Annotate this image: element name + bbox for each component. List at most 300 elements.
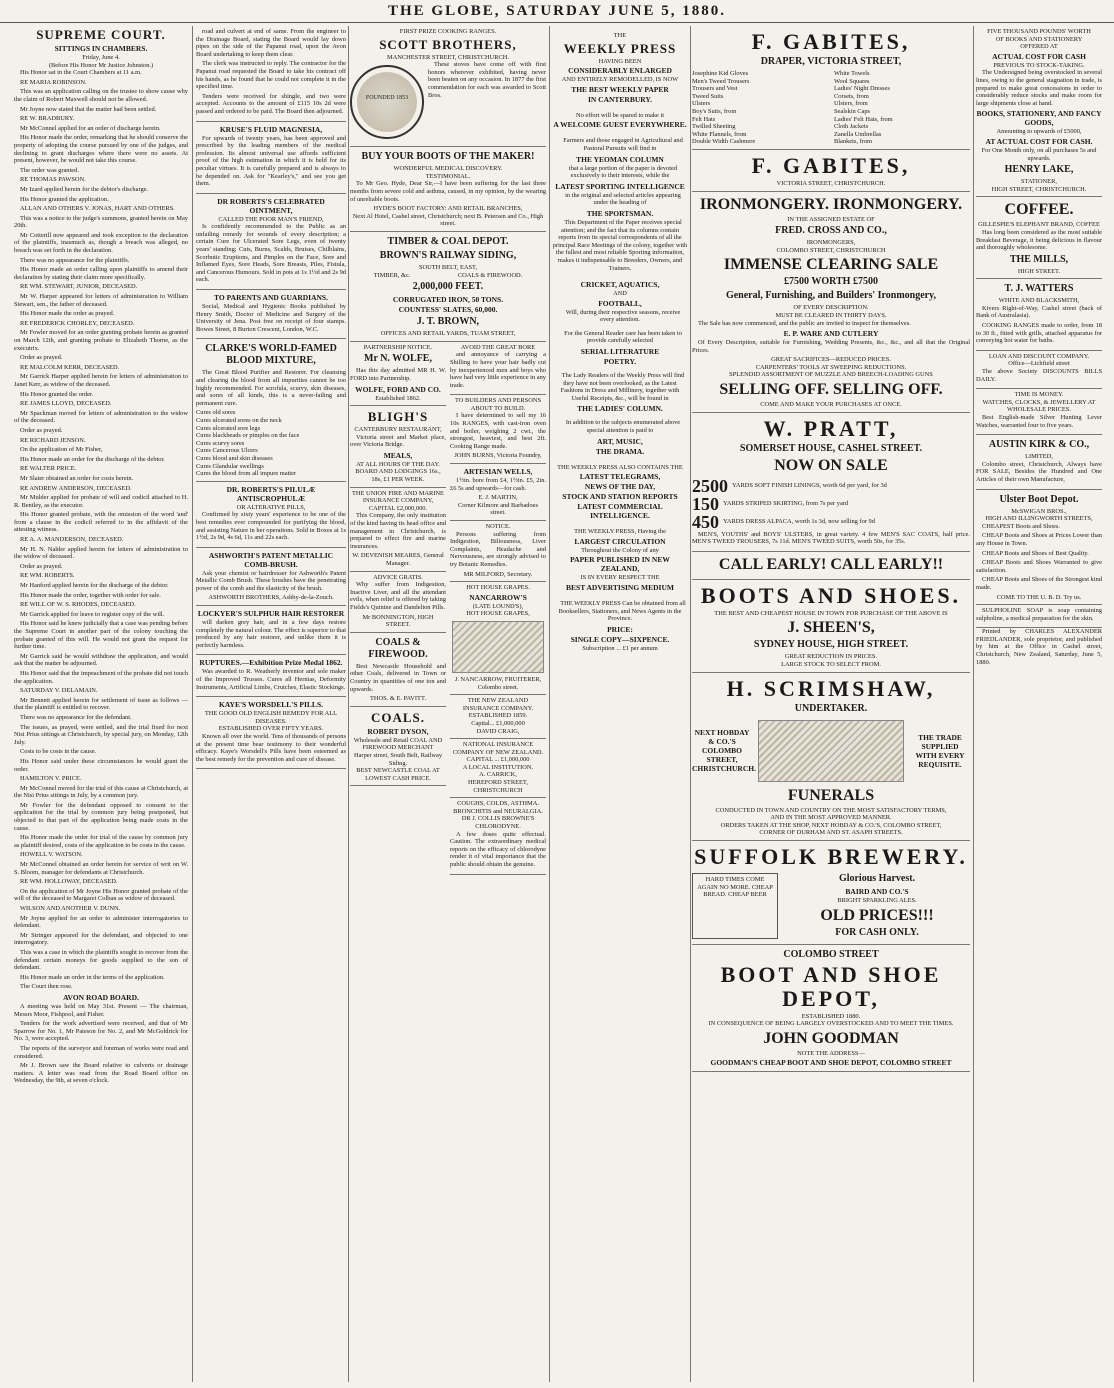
coffee-title: COFFEE. xyxy=(1004,201,1074,219)
court-paragraph: RE RICHARD JENSON. xyxy=(20,436,86,444)
mcswigan: McSWIGAN BROS., xyxy=(1011,507,1067,515)
kruse-title: KRUSE'S FLUID MAGNESIA, xyxy=(219,124,323,134)
court-paragraph: Mr McConnel moved for the trial of this cause at Christchurch, at the Nisi Prius sittings in July, by a common jury. xyxy=(14,784,188,800)
road-board-paragraph: Tenders for the work advertised were received, and that of Mr Sparrow for No. 1, Mr Pateson for No. 2, and Mr McGoldrick for No. 3, were accepted. xyxy=(14,1020,188,1043)
pratt-item xyxy=(692,477,970,495)
court-paragraph: His Honor made an order calling upon plaintiffs to amend their declaration by stating their claim more specifically. xyxy=(14,266,188,281)
kruse-ad xyxy=(196,122,346,194)
pratt-item-text: YARDS SOFT FINISH LININGS, worth 6d per yard, for 3d xyxy=(732,481,887,489)
gillespie: GILLESPIE'S ELEPHANT BRAND, COFFEE xyxy=(978,221,1100,229)
bligh-title: BLIGH'S xyxy=(367,409,429,425)
coals-ad xyxy=(350,633,446,707)
wp-contains: THE WEEKLY PRESS ALSO CONTAINS THE xyxy=(557,463,683,471)
column-merchants xyxy=(692,26,970,1382)
bligh-body: Victoria street and Market place, over Victoria Bridge. xyxy=(350,433,446,449)
splendid-guns: SPLENDID ASSORTMENT OF MUZZLE AND BREECH-LOADING GUNS xyxy=(729,371,933,379)
clearing-every: OF EVERY DESCRIPTION. xyxy=(793,304,869,312)
wolfe-name: Mr N. WOLFE, xyxy=(364,353,432,365)
coals2-title: COALS. xyxy=(370,709,426,725)
national-cap: CAPITAL ... £1,000,000 xyxy=(466,756,530,764)
gabites-item: Josephine Kid Gloves xyxy=(692,70,749,77)
suffolk-title: SUFFOLK BREWERY. xyxy=(694,844,968,869)
loan-title: LOAN AND DISCOUNT COMPANY. xyxy=(988,352,1090,360)
pratt-sub: SOMERSET HOUSE, CASHEL STREET. xyxy=(739,442,923,454)
clearing-sale: IMMENSE CLEARING SALE xyxy=(723,256,939,274)
dyne-body: A few doses quite effectual. Caution. The extraordinary medical reports on the efficacy of chlorodyne render it of vital importance that the public should obtain the genuine. xyxy=(450,830,546,868)
timber-title: TIMBER & COAL DEPOT. xyxy=(387,235,509,247)
court-before: (Before His Honor Mr Justice Johnston.) xyxy=(48,61,154,69)
wp-and: AND xyxy=(613,290,627,298)
tools: CARPENTERS' TOOLS AT SWEEPING REDUCTIONS. xyxy=(755,363,907,371)
gabites-title: F. GABITES, xyxy=(751,29,911,54)
road-board-paragraph: road and culvert at end of same. From the engineer to the Drainage Board, stating the Board would lay down pipes on the side of the Papanui road, upon the Avon Board undertaking to keep them clear. xyxy=(196,28,346,58)
nancarrow: NANCARROW'S xyxy=(469,592,527,602)
gabites-item: Felt Hats xyxy=(692,115,716,123)
lockyer-ad xyxy=(196,606,346,655)
sale-body: The Sale has now commenced, and the public are invited to inspect for themselves. xyxy=(698,319,911,327)
court-paragraph: Mr Spackman moved for letters of administration to the widow of the deceased. xyxy=(14,409,188,425)
road-board-title: AVON ROAD BOARD. xyxy=(63,992,139,1002)
ointment-body: Is confidently recommended to the Public as an unfailing remedy for wounds of every description; a certain Cure for Ulcerated Sore Legs, even of twenty years' standing; Cuts, Burns, Scalds, Bruises, Chilblains, Scorbutic Eruptions, and Pimples on the Face, Sore and Inflamed Eyes, Sore Heads, Sore Breasts, Piles, Fistula, and Cancerous Humours. Sold in pots at 1s 1½d and 2s 9d each. xyxy=(196,223,346,284)
blood-list-item: Cures blood and skin diseases xyxy=(196,454,273,462)
kaye-body: Known all over the world. Tens of thousands of persons at the present time bear testimony to their wonderful efficacy. Kaye's Worsdell's Pills have been esteemed as the best remedy for the prevention and cure of disease. xyxy=(196,733,346,763)
union-agent: W. DEVENISH MEARES, General Manager. xyxy=(352,552,444,567)
boots-body: THE BEST AND CHEAPEST HOUSE IN TOWN FOR PURCHASE OF THE ABOVE IS xyxy=(714,609,948,617)
boots-title: BOOTS AND SHOES. xyxy=(700,582,962,608)
comb-body: Ask your chemist or hairdresser for Ashworth's Patent Metallic Comb Brush. These brushes have the penetrating power of the comb and the elasticity of the brush. xyxy=(196,569,346,592)
gabites-left-list xyxy=(692,70,828,146)
court-paragraph: RE WALTER PRICE. xyxy=(20,465,77,473)
dyne-title: DR J. COLLIS BROWNE'S CHLORODYNE. xyxy=(461,815,535,831)
bonnington: Mr BONNINGTON, HIGH STREET. xyxy=(362,613,434,629)
blood-list-item: Cures old sores xyxy=(196,409,236,417)
court-paragraph: ALLAN AND OTHERS V. JONAS, HART AND OTHERS. xyxy=(20,205,175,213)
court-paragraph: Mr H. N. Nalder applied herein for letters of administration to the widow of deceased. xyxy=(14,545,188,561)
court-paragraph: On the application of Mr Fisher, xyxy=(20,446,103,454)
cross-name: FRED. CROSS AND CO., xyxy=(775,225,887,237)
court-paragraph: WILSON AND ANOTHER V. DUNN. xyxy=(20,905,121,912)
cheap-item: CHEAP Boots and Shoes of Best Quality. xyxy=(982,549,1089,557)
goodman-depot: BOOT AND SHOE DEPOT, xyxy=(720,961,942,1011)
blood-body: The Great Blood Purifier and Restorer. For cleansing and clearing the blood from all impurities cannot be too highly recommended. For scrofula, scurvy, skin diseases, and sores of all kinds, this is a never-failing and permanent cure. xyxy=(196,369,346,407)
wp-commercial: LATEST COMMERCIAL INTELLIGENCE. xyxy=(577,502,663,521)
advice-ad xyxy=(350,572,446,633)
court-paragraph: His Honor made the order for trial of the cause by common jury as plaintiff desired, costs of the application to be costs in the cause. xyxy=(14,834,188,849)
partner-title: PARTNERSHIP NOTICE. xyxy=(363,343,433,351)
hyde-sub: WONDERFUL MEDICAL DISCOVERY. xyxy=(393,165,503,173)
advice-body: Why suffer from Indigestion, Inactive Liver, and all the attendant evils, when relief is offered by taking Fields's Quinine and Dandelion Pills. xyxy=(350,581,446,611)
nz-title: THE NEW ZEALAND INSURANCE COMPANY. xyxy=(462,697,534,712)
hyde-factory: HYDE'S BOOT FACTORY: AND RETAIL BRANCHES, xyxy=(373,205,523,213)
grapes-title: HOT HOUSE GRAPES. xyxy=(466,584,530,592)
gabites-item: Ulsters, from xyxy=(834,100,868,108)
court-date: Friday, June 4. xyxy=(82,54,120,61)
meals-sub: AT ALL HOURS OF THE DAY. xyxy=(356,460,440,468)
wolfe-firm: WOLFE, FORD AND CO. xyxy=(355,384,441,394)
wp-addition: In addition to the subjects enumerated above special attention is paid to xyxy=(565,419,681,435)
kaye-sub2: ESTABLISHED OVER FIFTY YEARS. xyxy=(218,725,324,733)
court-paragraph: His Honor granted probate, with the omission of the word 'and' from a clause in the codicil referred to in the affidavit of the attesting witness. xyxy=(14,511,188,534)
goodman-colombo: COLOMBO STREET xyxy=(783,948,879,960)
dyson-sub: Wholesale and Retail COAL AND FIREWOOD MERCHANT xyxy=(353,736,443,752)
court-paragraph: HAMILTON V. PRICE. xyxy=(20,775,82,783)
watters-ranges: COOKING RANGES made to order, from 18 to 30 ft., fitted with grills, attached apparatus for conveying hot water for baths. xyxy=(976,322,1102,345)
parents-ad xyxy=(196,290,346,339)
bligh-sub: CANTERBURY RESTAURANT, xyxy=(354,426,442,434)
chlorodyne-ad xyxy=(450,798,546,874)
timber-right: COALS & FIREWOOD. xyxy=(457,271,523,279)
martin-name: E. J. MARTIN, xyxy=(478,494,518,502)
wp-subscription: Subscription ... £1 per annum xyxy=(582,644,658,652)
scrim-trade: THE TRADE SUPPLIED WITH EVERY REQUISITE. xyxy=(915,732,965,769)
austin-name: AUSTIN KIRK & CO., xyxy=(988,439,1090,451)
watches-title: WATCHES, CLOCKS, & JEWELLERY AT WHOLESALE PRICES. xyxy=(982,398,1096,414)
gabites-item: Twilled Sheeting xyxy=(692,123,736,131)
wp-price: PRICE: xyxy=(607,624,633,634)
gabites-item: Double Width Cashmere xyxy=(692,138,756,146)
goodman-name: JOHN GOODMAN xyxy=(763,1029,899,1047)
baird: BAIRD AND CO.'S xyxy=(845,887,909,896)
gabites-item: White Flannels, from xyxy=(692,130,747,138)
notice-body: Persons suffering from Indigestion, Biliousness, Liver Complaints, Headache and Nervousness, are strongly advised to try Botanic Remedies. xyxy=(450,530,546,568)
watters-sub: WHITE AND BLACKSMITH, xyxy=(998,297,1080,305)
gabites-item: Ladies' Night Dresses xyxy=(834,85,890,93)
conducted: CONDUCTED IN TOWN AND COUNTRY ON THE MOST SATISFACTORY TERMS, xyxy=(715,806,947,814)
wp-title: WEEKLY PRESS xyxy=(563,40,677,56)
court-paragraph: This was a case in which the plaintiffs sought to recover from the defendant certain moneys for goods supplied to the son of defendant. xyxy=(14,948,188,972)
road-board-paragraph: Tenders were received for shingle, and two were accepted. Accounts to the amount of £115 10s 2d were passed and ordered to be paid. The Board then adjourned. xyxy=(196,92,346,115)
kaye-sub: THE GOOD OLD ENGLISH REMEDY FOR ALL DISEASES. xyxy=(204,710,338,725)
hot-grapes: HOT HOUSE GRAPES, xyxy=(466,610,530,618)
coals-agent: THOS. & E. PAVITT. xyxy=(370,695,426,703)
cash-only: FOR CASH ONLY. xyxy=(835,926,919,938)
timber-ad xyxy=(350,232,546,342)
timber-slates: COUNTESS' SLATES, 60,000. xyxy=(398,305,498,315)
suffolk-ad xyxy=(692,841,970,945)
orders: ORDERS TAKEN AT THE SHOP, NEXT HOBDAY & CO.'S, COLOMBO STREET, xyxy=(720,821,942,829)
court-paragraph: Mr McConnel applied for an order of discharge herein. xyxy=(20,124,161,132)
court-paragraph: His Honor made the order as prayed. xyxy=(20,310,115,318)
gabites2-sub: VICTORIA STREET, CHRISTCHURCH. xyxy=(776,179,886,187)
sacrifices: GREAT SACRIFICES—REDUCED PRICES. xyxy=(771,356,891,364)
ware-body: Of Every Description, suitable for Furnishing, Wedding Presents, &c., &c., and all that the Original Prices. xyxy=(692,339,970,354)
gabites-item: Blankets, from xyxy=(834,138,872,146)
scott-body: These stoves have come off with first honors wherever exhibited, having never been beaten on any occasion. In 1877 the first commendation for each was awarded to Scott Bros. xyxy=(428,61,546,99)
comb-footer: ASHWORTH BROTHERS, Ashby-de-la-Zouch. xyxy=(208,594,334,602)
scrimshaw-ad xyxy=(692,673,970,841)
avoid-ad xyxy=(450,342,546,396)
wp-news: NEWS OF THE DAY, xyxy=(584,482,656,492)
road-board-paragraph: A meeting was held on May 31st. Present — The chairman, Messrs Moor, Fishpool, and Fisher. xyxy=(14,1002,188,1018)
column-rule xyxy=(348,26,349,1382)
bright-ales: BRIGHT SPARKLING ALES. xyxy=(837,897,917,904)
wp-farmers: Farmers and those engaged in Agricultural and Pastoral Pursuits will find in xyxy=(563,137,683,152)
court-paragraph: Order as prayed. xyxy=(20,426,63,434)
ware-title: E. P. WARE AND CUTLERY xyxy=(783,329,879,339)
scott-ad xyxy=(350,26,546,147)
partnership-ad xyxy=(350,342,446,406)
blood-list-item: Cures the blood from all impure matter xyxy=(196,470,297,478)
wp-is: IS IN EVERY RESPECT THE xyxy=(580,574,660,582)
loan-ad xyxy=(976,351,1102,389)
martin-addr: Corner Kilmore and Barbadoes street. xyxy=(457,501,539,517)
ointment-sub: CALLED THE POOR MAN'S FRIEND, xyxy=(218,215,324,223)
column-court xyxy=(14,26,188,1382)
timber-feet: 2,000,000 FEET. xyxy=(412,281,484,293)
kruse-body: For upwards of twenty years, has been approved and prescribed by the leading members of the medical profession. Its almost universal use affords sufficient proof of the high estimation in which it is held for its peculiar virtues. It is carefully prepared and is always to be depended on. Ask for "Kearley's," and see you get them. xyxy=(196,134,346,188)
road-board-continued xyxy=(196,26,346,122)
lake-addr: HIGH STREET, CHRISTCHURCH. xyxy=(991,185,1087,193)
lake-name: HENRY LAKE, xyxy=(1004,164,1074,176)
goodman-address: NOTE THE ADDRESS— xyxy=(797,1049,865,1057)
hearse-engraving xyxy=(758,720,904,782)
carrick: A. CARRICK, xyxy=(479,771,517,779)
court-paragraph: The order was granted. xyxy=(20,166,79,174)
wp-best: THE BEST WEEKLY PAPER xyxy=(571,84,669,94)
gabites-sub: DRAPER, VICTORIA STREET, xyxy=(760,56,902,67)
comb-title: ASHWORTH'S PATENT METALLIC COMB-BRUSH. xyxy=(208,550,334,569)
blood-list-item: Cures ulcerated sores on the neck xyxy=(196,416,282,424)
court-paragraph: His Honor made an order for the discharge of the debtor. xyxy=(20,455,165,463)
court-paragraph: His Honor said he knew judicially that a case was pending before the Supreme Court in another part of the colony touching the probate granted of this will. He would not grant the request for further time. xyxy=(14,620,188,651)
ulster-ad xyxy=(976,490,1102,606)
gabites-draper-ad xyxy=(692,26,970,150)
bligh-ad xyxy=(350,406,446,488)
comb-ad xyxy=(196,548,346,606)
cross-sub: IRONMONGERS, xyxy=(806,239,856,247)
court-paragraph: RE MALCOLM KERR, DECEASED. xyxy=(20,363,120,371)
pratt-item xyxy=(692,513,970,531)
watters-name: T. J. WATTERS xyxy=(1004,283,1074,295)
clearing-general: General, Furnishing, and Builders' Ironmongery, xyxy=(725,290,937,302)
rupture-title: RUPTURES.—Exhibition Prize Medal 1862. xyxy=(199,658,343,668)
court-paragraph: Mr Stringer appeared for the defendant, and objected to one interrogatory. xyxy=(14,931,188,947)
gabites2-title: F. GABITES, xyxy=(751,152,911,178)
iron-title: IRONMONGERY. IRONMONGERY. xyxy=(699,195,963,213)
court-paragraph: His Honor made the order, together with order for sale. xyxy=(20,591,161,599)
wp-sporting-body: in the original and selected articles appearing under the heading of xyxy=(565,191,681,207)
austin-body: Colombo street, Christchurch, Always have FOR SALE, Besides the Hundred and One Articles of their own Manufacture, xyxy=(976,460,1102,483)
column-medical xyxy=(196,26,346,1382)
selling-off: SELLING OFF. SELLING OFF. xyxy=(719,381,943,399)
five-thousand: FIVE THOUSAND POUNDS' WORTH xyxy=(987,28,1091,35)
timber-iron: CORRUGATED IRON, 50 TONS. xyxy=(392,295,504,305)
dyson-ad xyxy=(350,707,446,787)
court-subtitle: SITTINGS IN CHAMBERS. xyxy=(54,44,148,53)
court-paragraph: Mr Fowler for the defendant opposed to consent to the application for the trial by common jury being postponed, but objected to that part of the application being made costs in the cause. xyxy=(14,801,188,832)
court-paragraph: Mr Izard applied herein for the debtor's discharge. xyxy=(20,185,149,193)
court-paragraph: Order as prayed. xyxy=(20,354,63,362)
court-paragraph: Mr McConnel obtained an order herein for service of writ on W. S. Bloom, manager for defendants at Christchurch. xyxy=(14,861,188,876)
court-paragraph: RE A. A. MANDERSON, DECEASED. xyxy=(20,536,124,544)
previous: PREVIOUS TO STOCK-TAKING. xyxy=(993,61,1085,69)
column-rule xyxy=(690,26,691,1382)
union-title: THE UNION FIRE AND MARINE INSURANCE COMPANY, xyxy=(352,489,444,505)
court-paragraph: RE ANDREW ANDERSON, DECEASED. xyxy=(20,484,132,492)
gabites-item: Wool Squares xyxy=(834,77,870,85)
books: OF BOOKS AND STATIONERY xyxy=(995,35,1083,43)
hyde-body: To Mr Geo. Hyde, Dear Sir,—I have been suffering for the last three months from severe cold and asthma, caused, in my opinion, by the wearing of unreliable boots. xyxy=(350,180,546,203)
kaye-ad xyxy=(196,697,346,769)
artesian-title: ARTESIAN WELLS, xyxy=(463,467,533,477)
pratt-title: W. PRATT, xyxy=(763,415,899,441)
brown-rail: BROWN'S RAILWAY SIDING, xyxy=(379,249,517,261)
gabites-right-list xyxy=(834,70,970,146)
ointment-title: DR ROBERTS'S CELEBRATED OINTMENT, xyxy=(217,196,325,215)
rupture-ad xyxy=(196,655,346,697)
pratt-item-number: 450 xyxy=(692,511,719,532)
soap-body: SULPHOLINE SOAP is soap containing sulpholine, a medical preparation for the skin. xyxy=(976,607,1102,622)
brown-name: J. T. BROWN, xyxy=(416,316,480,328)
pratt-ad xyxy=(692,413,970,552)
brown-office: OFFICES AND RETAIL YARDS, TUAM STREET, xyxy=(380,330,516,338)
wp-paper: PAPER PUBLISHED IN NEW ZEALAND, xyxy=(570,555,670,574)
hyde-testimonial: TESTIMONIAL. xyxy=(425,172,471,180)
gabites-item: Tweed Suits xyxy=(692,92,724,100)
wp-football: FOOTBALL, xyxy=(598,298,642,308)
scott-sub: MANCHESTER STREET, CHRISTCHURCH. xyxy=(386,53,510,61)
national-ad xyxy=(450,739,546,798)
court-paragraph: RE WM. HOLLOWAY, DECEASED. xyxy=(20,878,118,886)
cheap-item: CHEAPEST Boots and Shoes. xyxy=(982,522,1060,530)
avoid-body: and annoyance of carrying a Shilling to have your hair badly cut by inexperienced men and boys who have had very little experience in any trade. xyxy=(450,351,546,389)
court-paragraph: His Honor granted the order. xyxy=(20,390,94,398)
cross-addr: COLOMBO STREET, CHRISTCHURCH xyxy=(776,246,886,254)
blood-list-item: Cures scurvy sores xyxy=(196,439,245,447)
mills-addr: HIGH STREET. xyxy=(1017,267,1061,275)
coughs: COUGHS, COLDS, ASTHMA. xyxy=(457,800,539,808)
imprint: Printed by CHARLES ALEXANDER FRIEDLANDER, sole proprietor, and published by him at the Office in Cashel street, Christchurch, New Zealand, Saturday, June 5, 1880. xyxy=(976,628,1102,666)
gabites-item: Sealskin Caps xyxy=(834,107,871,115)
column-rule xyxy=(192,26,193,1382)
wp-sportsman-body: This Department of the Paper receives special attention; and the fact that its columns contain reports from its special correspondents of all the principal Race Meetings of the colony, together with the fullest and most reliable Sporting information, makes it indispensable to Breeders, Owners, and Trainers. xyxy=(552,218,688,272)
wp-canterbury: IN CANTERBURY. xyxy=(587,94,653,104)
scrim-title: H. SCRIMSHAW, xyxy=(726,675,936,701)
builders-foundry: JOHN BURNS, Victoria Foundry, xyxy=(454,452,542,460)
wp-welcome: A WELCOME GUEST EVERYWHERE. xyxy=(553,120,687,130)
cheap-item: CHEAP Boots and Shoes Warranted to give satisfaction. xyxy=(976,559,1102,574)
sheen-sub: SYDNEY HOUSE, HIGH STREET. xyxy=(753,639,909,651)
builders-title: TO BUILDERS AND PERSONS ABOUT TO BUILD. xyxy=(455,397,541,412)
wp-art: ART, MUSIC, xyxy=(597,436,643,446)
court-paragraph: The Court then rose. xyxy=(20,983,73,991)
pratt-more: MEN'S, YOUTHS' and BOYS' ULSTERS, in great variety. 4 few MEN'S SAC COATS, half price. MEN'S TWEED TROUSERS, 7s 11d. MEN'S TWEED SUITS, worth 50s, for 35s. xyxy=(692,530,970,546)
goodman-est: ESTABLISHED 1880. xyxy=(801,1012,861,1020)
nancarrow-sub: (LATE LOUND'S), xyxy=(472,602,524,610)
coffee-body: Has long been considered as the most suitable Breakfast Beverage, it being delicious in flavour and thoroughly wholesome. xyxy=(976,228,1102,252)
wp-sportsman: THE SPORTSMAN. xyxy=(586,208,654,218)
actual2: AT ACTUAL COST FOR CASH. xyxy=(985,136,1093,146)
wp-enlarged: CONSIDERABLY ENLARGED xyxy=(568,66,672,76)
court-paragraph: This was an application calling on the trustee to show cause why the claim of Robert Maxwell should not be allowed. xyxy=(14,88,188,103)
coffee-ad xyxy=(976,197,1102,279)
court-paragraph: Mr Joyne now stated that the matter had been settled. xyxy=(20,105,157,113)
time-money: TIME IS MONEY. xyxy=(1014,391,1064,399)
grapes-engraving xyxy=(452,621,544,673)
cheap-list xyxy=(976,523,1102,592)
wp-general: For the General Reader care has been taken to provide carefully selected xyxy=(564,329,682,345)
court-paragraph: His Honor said that the impeachment of the probate did not touch the application. xyxy=(14,669,188,685)
pills-sub: OR ALTERATIVE PILLS, xyxy=(236,503,306,511)
blood-title: CLARKE'S WORLD-FAMED BLOOD MIXTURE, xyxy=(205,343,337,367)
national-title: NATIONAL INSURANCE COMPANY OF NEW ZEALAND. xyxy=(452,741,544,756)
court-paragraph: His Honor sat in the Court Chambers at 11 a.m. xyxy=(20,69,142,77)
court-paragraph: SATURDAY V. DELAMAIN. xyxy=(20,687,98,695)
come-purchase: COME AND MAKE YOUR PURCHASES AT ONCE. xyxy=(760,401,902,409)
court-paragraph: Mr Garrick said he would withdraw the application, and would ask that the matter be adjourned. xyxy=(14,652,188,668)
wp-ladies: THE LADIES' COLUMN. xyxy=(577,404,663,414)
gabites-ironmonger-ad xyxy=(692,150,970,192)
wp-cricket: CRICKET, AQUATICS, xyxy=(580,280,660,290)
nz-cap: Capital... £1,000,000 xyxy=(471,719,525,727)
pratt-item-number: 2500 xyxy=(692,475,728,496)
reduction: GREAT REDUCTION IN PRICES. xyxy=(784,653,878,661)
offered: OFFERED AT xyxy=(1020,43,1058,51)
wp-serial: SERIAL LITERATURE xyxy=(580,347,660,357)
road-board-paragraph: Mr J. Brown saw the Board relative to culverts or drainage matters. A letter was read from the Road Board office on Wednesday, the 9th, at seven o'clock. xyxy=(14,1062,188,1085)
court-paragraph: His Honor granted the application. xyxy=(20,195,109,203)
court-paragraph: Mr W. Harper appeared for letters of administration to William Stewart, sen., the father of deceased. xyxy=(14,293,188,308)
road-board-body xyxy=(14,1003,188,1085)
pratt-items xyxy=(692,477,970,531)
gabites-item: Men's Tweed Trousers xyxy=(692,77,750,85)
wp-having: HAVING BEEN xyxy=(598,57,642,65)
blood-list-item: Cures ulcerated sore legs xyxy=(196,424,261,432)
builders-ad xyxy=(450,395,546,464)
ointment-ad xyxy=(196,194,346,290)
wolfe-est: Established 1862. xyxy=(375,394,421,402)
union-ad xyxy=(350,488,446,572)
court-paragraph: RE MARIA ROBINSON. xyxy=(20,78,87,86)
road-board-paragraph: The reports of the surveyor and foreman of works were read and considered. xyxy=(14,1044,188,1060)
milford: MR MILFORD, Secretary. xyxy=(463,570,533,578)
court-paragraph: His Honor said under these circumstances he would grant the order. xyxy=(14,757,188,773)
wp-largest: LARGEST CIRCULATION xyxy=(574,536,666,546)
wp-yeoman-body: that a large portion of the paper is devoted exclusively to their interests, while the xyxy=(568,164,678,180)
glorious: Glorious Harvest. xyxy=(838,873,916,884)
advice-title: ADVICE GRATIS. xyxy=(373,573,423,581)
books-body: The Undersigned being overstocked in several lines, owing to the general stagnation in trade, is prepared to make great concessions in order to considerably reduce stocks and make room for large shipments close at hand. xyxy=(976,69,1102,107)
wp-ladies-body: The Lady Readers of the Weekly Press will find they have not been overlooked, as the Latest Fashions in Dress and Millinery, together with Useful Receipts, &c., will be found in xyxy=(560,372,685,402)
court-paragraph: On the application of Mr Joyne His Honor granted probate of the will of the deceased to Margaret Colban as widow of deceased. xyxy=(14,887,188,903)
hard-times: HARD TIMES COME AGAIN NO MORE. CHEAP BREAD. CHEAP BEER xyxy=(692,873,778,939)
court-paragraph: Mr Mulder applied for probate of will and codicil attached to H. R. Bentley, as the executor. xyxy=(14,494,188,509)
column-rule xyxy=(549,26,550,1382)
column-ads xyxy=(350,26,546,1382)
board-rates: BOARD AND LODGINGS 16s., 18s, £1 PER WEEK. xyxy=(355,468,441,484)
coals-title: COALS & FIREWOOD. xyxy=(368,636,428,660)
gabites-item: Cloth Jackets xyxy=(834,123,869,131)
sheen-name: J. SHEEN'S, xyxy=(787,619,875,637)
court-paragraph: This was a notice to the judge's summons, granted herein on May 20th. xyxy=(14,214,188,230)
nz-est: ESTABLISHED 1859. xyxy=(468,712,528,720)
union-body: This Company, the only institution of the kind having its head office and management in Christchurch, is prepared to effect fire and marine insurances. xyxy=(350,512,446,550)
estate: IN THE ASSIGNED ESTATE OF xyxy=(787,215,875,223)
court-paragraph: Mr Cotterill now appeared and took exception to the declaration of the plaintiffs, inasmuch as, though a breach was alleged, no breach was set forth in the declaration. xyxy=(14,231,188,255)
sheen-ad xyxy=(692,580,970,673)
ranges-head: FIRST PRIZE COOKING RANGES. xyxy=(399,28,497,35)
call-early-ad xyxy=(692,552,970,580)
court-paragraph: Mr Joyne applied for an order to administer interrogatories to defendant. xyxy=(14,914,188,930)
blood-list xyxy=(196,409,346,477)
craig: DAVID CRAIG, xyxy=(476,727,520,735)
south-belt: SOUTH BELT, EAST, xyxy=(418,263,478,271)
pills-ad xyxy=(196,482,346,548)
blood-list-item: Cures Cancerous Ulcers xyxy=(196,447,258,455)
wp-through: Throughout the Colony of any xyxy=(581,546,659,554)
kaye-title: KAYE'S WORSDELL'S PILLS. xyxy=(218,700,323,710)
clearing-worth: £7500 WORTH £7500 xyxy=(784,276,878,288)
